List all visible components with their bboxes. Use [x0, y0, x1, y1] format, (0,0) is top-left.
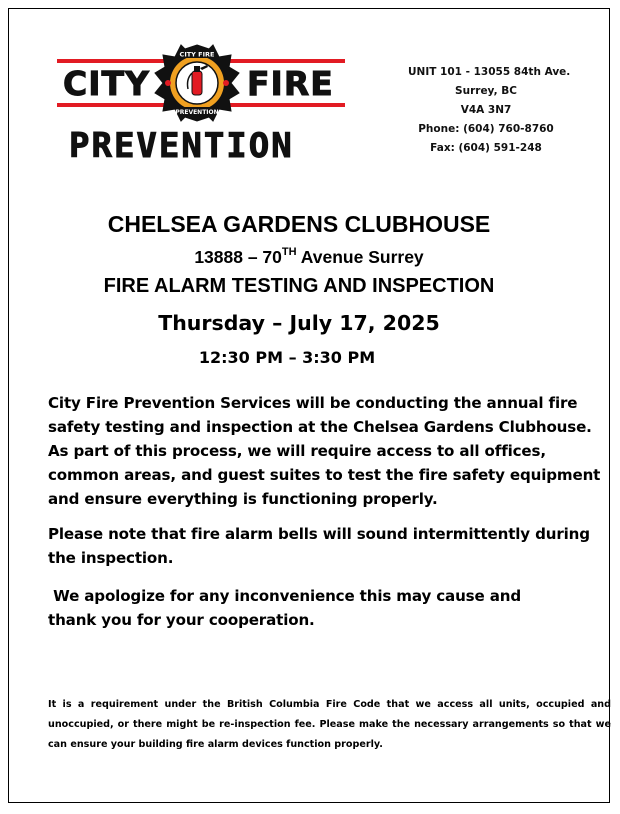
apology-line-2: thank you for your cooperation.	[48, 611, 315, 629]
notice-page	[8, 8, 610, 803]
building-name: CHELSEA GARDENS CLUBHOUSE	[107, 211, 491, 237]
inspection-date: Thursday – July 17, 2025	[158, 311, 440, 335]
notice-purpose: FIRE ALARM TESTING AND INSPECTION	[103, 275, 495, 297]
body-paragraph-1: City Fire Prevention Services will be conducting the annual fire safety testing and inspection at the Chelsea Gardens Clubhouse. As part of this process, we will require access to all offices, common areas, and guest suites to test the fire safety equipment and ensure everything is functioning properly.	[48, 394, 601, 508]
street-name: Avenue Surrey	[296, 247, 424, 267]
company-logo	[57, 43, 347, 165]
apology-line-1: We apologize for any inconvenience this may cause and	[48, 587, 521, 605]
emblem-top-text: CITY FIRE	[179, 50, 215, 59]
address-fax: Fax: (604) 591-248	[430, 142, 542, 154]
logo-word-city: CITY	[63, 64, 150, 103]
address-street: UNIT 101 - 13055 84th Ave.	[408, 66, 571, 78]
address-city: Surrey, BC	[455, 85, 517, 97]
company-address	[406, 63, 571, 158]
fire-code-notice: It is a requirement under the British Columbia Fire Code that we access all units, occupied and unoccupied, or there might be re-inspection fee. Please make the necessary arrangements so that we can ensure your building fire alarm devices function properly.	[48, 699, 611, 750]
emblem-bottom-text: PREVENTION	[175, 109, 219, 116]
logo-word-prevention: PREVENTION	[69, 126, 294, 166]
address-phone: Phone: (604) 760-8760	[418, 123, 554, 135]
body-paragraph-3	[48, 584, 608, 632]
fire-emblem-icon	[153, 43, 241, 123]
street-ordinal: TH	[281, 246, 297, 259]
inspection-time: 12:30 PM – 3:30 PM	[198, 348, 376, 367]
address-postal: V4A 3N7	[460, 104, 512, 116]
body-paragraph-2: Please note that fire alarm bells will sound intermittently during the inspection.	[48, 525, 590, 567]
building-address	[69, 247, 549, 268]
logo-word-fire: FIRE	[247, 64, 334, 103]
street-number: 13888 – 70	[194, 247, 282, 267]
